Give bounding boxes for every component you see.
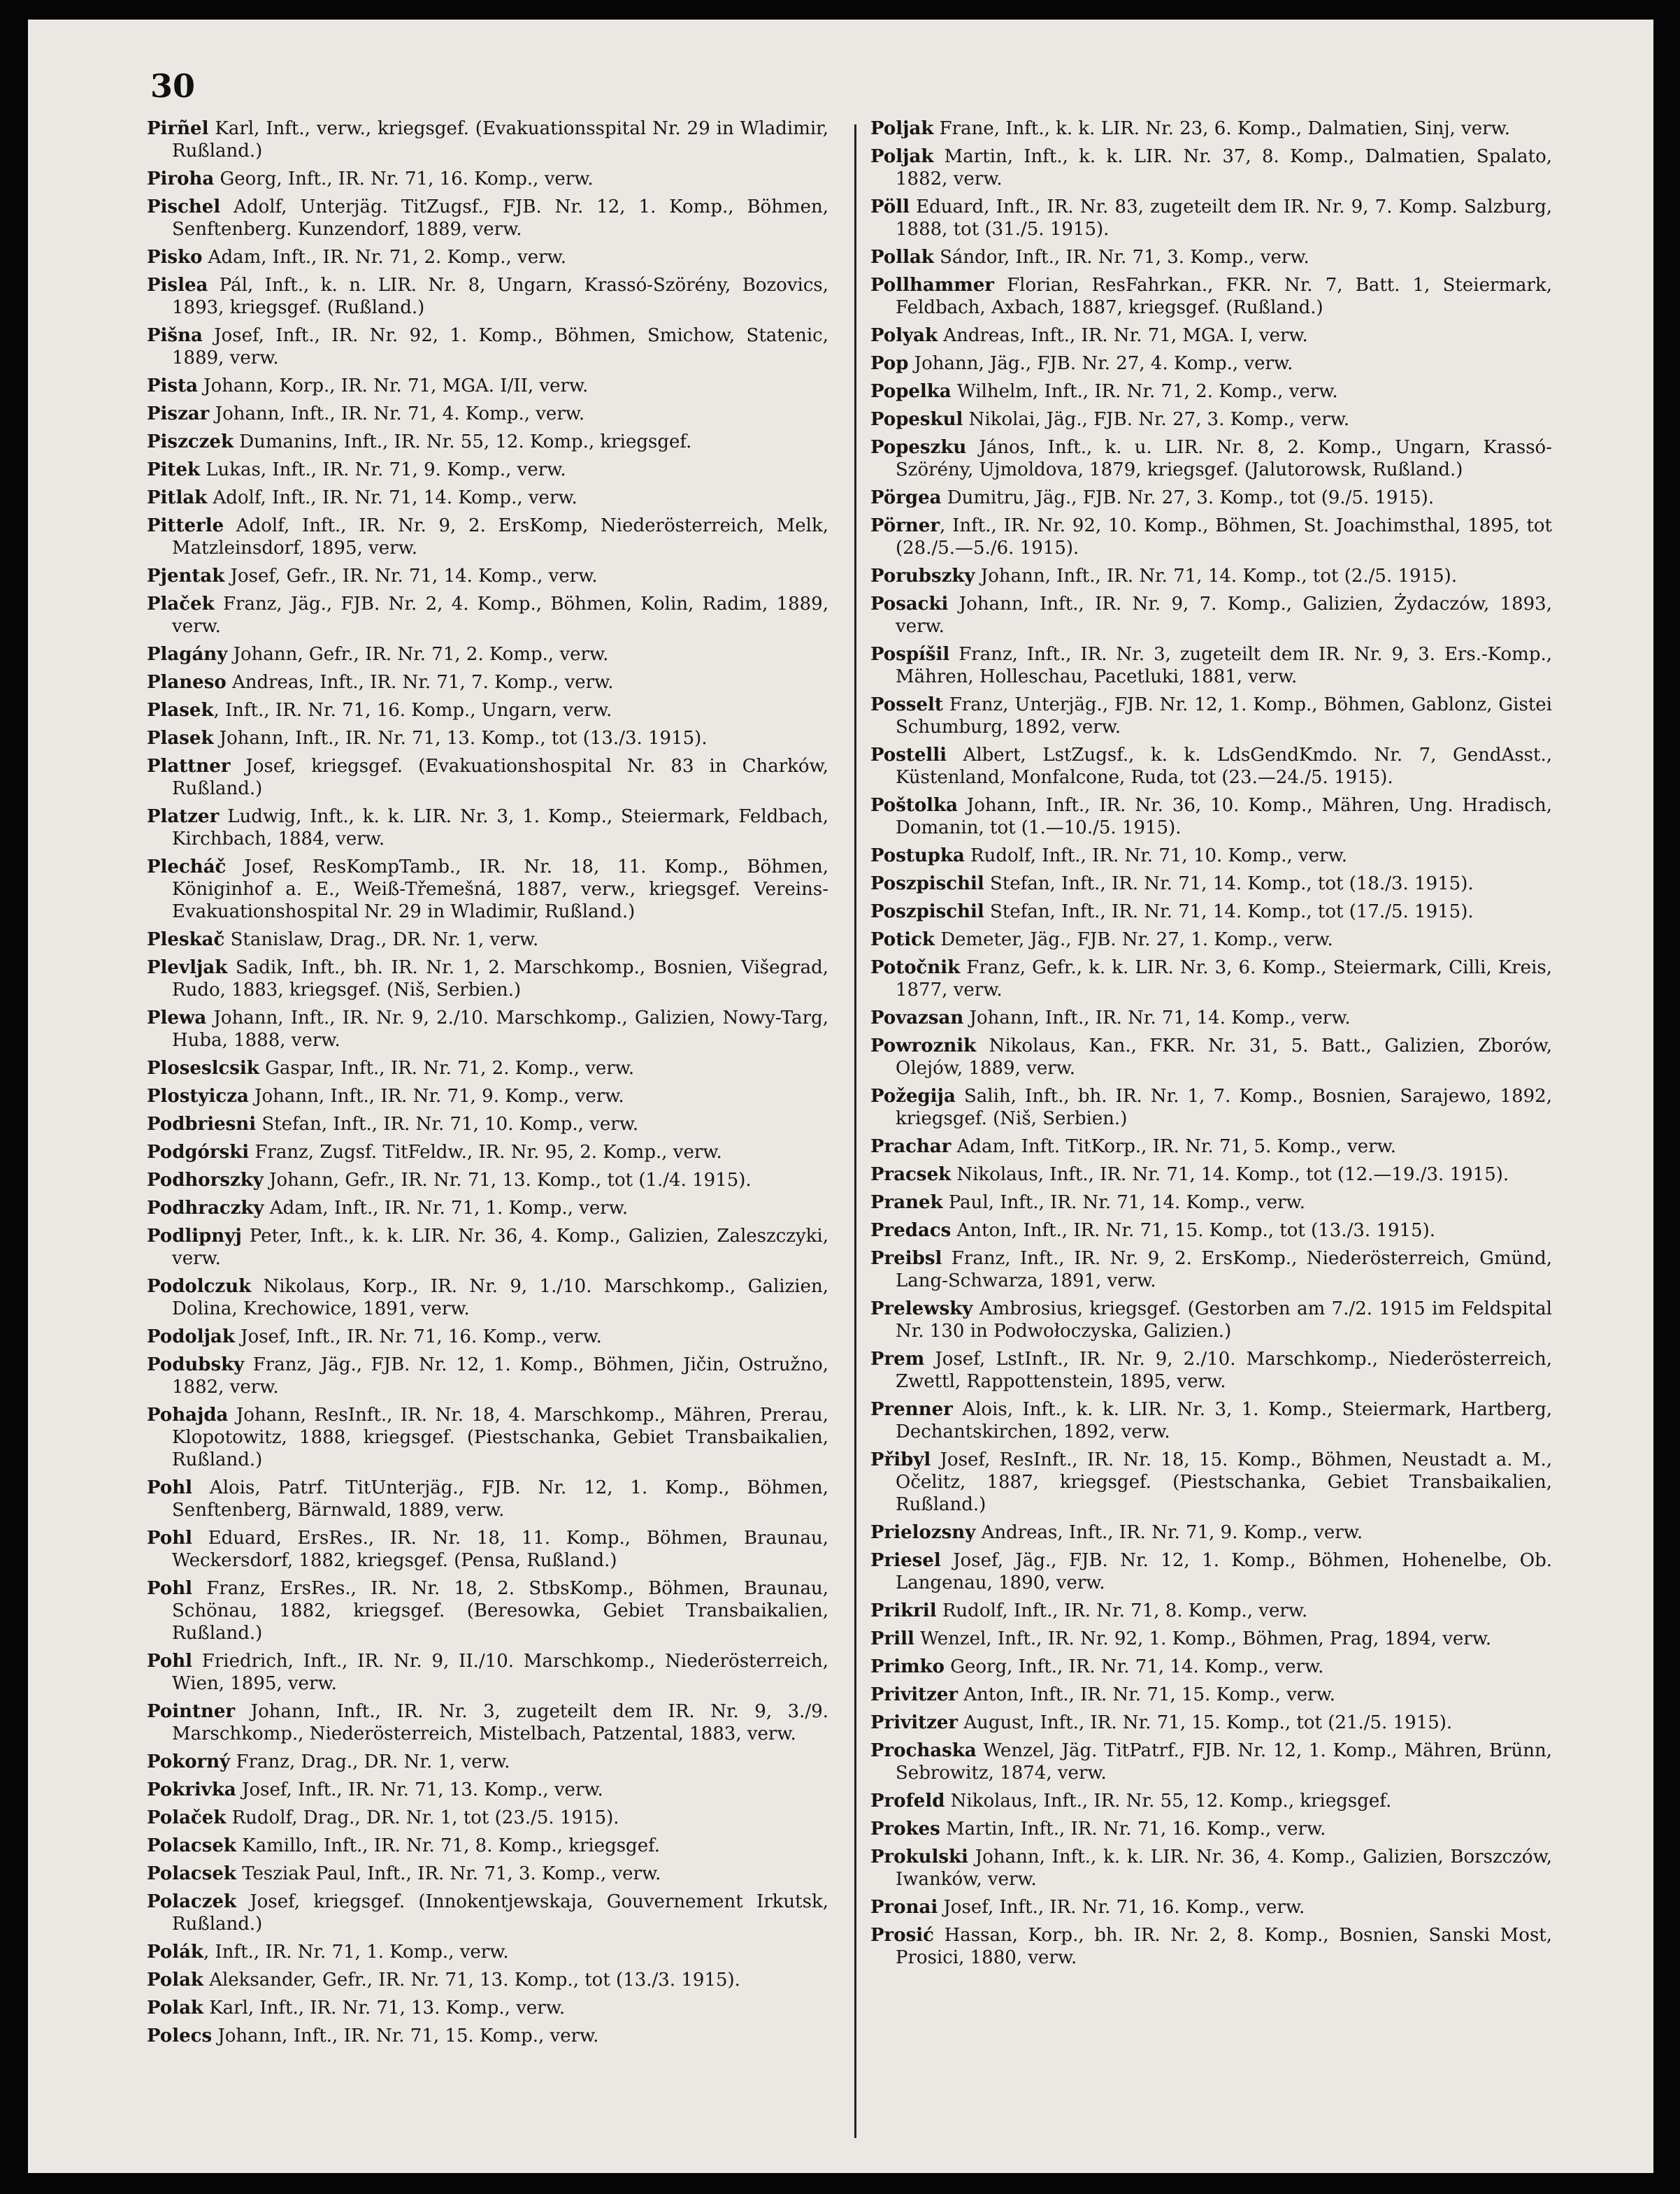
list-item [870, 901, 1552, 923]
entry-details: Josef, kriegsgef. (Evakuationshospital Nr. 83 in Charków, Rußland.) [172, 756, 828, 799]
entry-details: Aleksander, Gefr., IR. Nr. 71, 13. Komp., tot (13./3. 1915). [203, 1970, 740, 1991]
list-item [147, 375, 828, 397]
list-item [147, 1007, 828, 1052]
list-item [870, 1521, 1552, 1544]
entry-surname: Plecháč [147, 856, 227, 877]
entry-details: Adam, Inft., IR. Nr. 71, 2. Komp., verw. [202, 247, 566, 268]
entry-details: Pál, Inft., k. n. LIR. Nr. 8, Ungarn, Krassó-Szörény, Bozovics, 1893, kriegsgef. (Rußland.) [172, 275, 828, 318]
list-item [870, 1818, 1552, 1840]
entry-details: Stefan, Inft., IR. Nr. 71, 14. Komp., tot (18./3. 1915). [984, 873, 1474, 894]
entry-details: August, Inft., IR. Nr. 71, 15. Komp., tot (21./5. 1915). [958, 1712, 1453, 1733]
list-item [147, 1700, 828, 1745]
entry-details: Josef, Gefr., IR. Nr. 71, 14. Komp., verw. [224, 566, 598, 587]
list-item [147, 805, 828, 850]
entry-details: Nikolaus, Kan., FKR. Nr. 31, 5. Batt., Galizien, Zborów, Olejów, 1889, verw. [896, 1035, 1552, 1079]
entry-surname: Podhorszky [147, 1170, 264, 1191]
entry-details: Johann, Inft., k. k. LIR. Nr. 36, 4. Komp., Galizien, Borszczów, Iwanków, verw. [896, 1847, 1552, 1890]
entry-surname: Pischel [147, 196, 221, 217]
list-item [870, 1007, 1552, 1029]
list-item [870, 1135, 1552, 1158]
entry-surname: Podolczuk [147, 1276, 252, 1297]
list-item [147, 565, 828, 587]
list-item [870, 1600, 1552, 1622]
entry-details: Demeter, Jäg., FJB. Nr. 27, 1. Komp., verw. [934, 929, 1333, 950]
list-item [870, 246, 1552, 268]
entry-details: Josef, LstInft., IR. Nr. 9, 2./10. Marschkomp., Niederösterreich, Zwettl, Rappottenstein, 1895, verw. [896, 1349, 1552, 1392]
entry-surname: Potick [870, 929, 935, 950]
entry-details: , Inft., IR. Nr. 92, 10. Komp., Böhmen, St. Joachimsthal, 1895, tot (28./5.—5./6. 1915). [896, 515, 1552, 559]
entry-surname: Priesel [870, 1550, 941, 1571]
entry-surname: Prokes [870, 1819, 940, 1840]
entry-surname: Postupka [870, 845, 965, 866]
entry-surname: Plasek [147, 700, 214, 721]
entry-details: Johann, Inft., IR. Nr. 71, 15. Komp., verw. [212, 2025, 599, 2046]
entry-details: Karl, Inft., IR. Nr. 71, 13. Komp., verw. [203, 1998, 566, 2019]
entry-surname: Primko [870, 1656, 945, 1677]
list-item [147, 1057, 828, 1080]
list-item [147, 459, 828, 481]
entry-details: Rudolf, Inft., IR. Nr. 71, 10. Komp., verw. [964, 845, 1347, 866]
entry-details: Salih, Inft., bh. IR. Nr. 1, 7. Komp., Bosnien, Sarajewo, 1892, kriegsgef. (Niš, Serbien.) [896, 1086, 1552, 1129]
list-item [870, 744, 1552, 789]
entry-surname: Preibsl [870, 1248, 942, 1269]
list-item [870, 873, 1552, 895]
list-item [870, 436, 1552, 481]
entry-details: Josef, Jäg., FJB. Nr. 12, 1. Komp., Böhmen, Hohenelbe, Ob. Langenau, 1890, verw. [896, 1550, 1552, 1593]
list-item [147, 1527, 828, 1572]
entry-details: Johann, Inft., IR. Nr. 71, 9. Komp., verw. [248, 1086, 624, 1107]
list-item [147, 431, 828, 453]
entry-details: Tesziak Paul, Inft., IR. Nr. 71, 3. Komp., verw. [236, 1863, 661, 1884]
entry-surname: Podoljak [147, 1326, 235, 1347]
list-item [147, 196, 828, 241]
entry-details: Johann, Korp., IR. Nr. 71, MGA. I/II, verw. [197, 375, 589, 396]
entry-surname: Plaček [147, 594, 215, 615]
entry-surname: Pollhammer [870, 275, 994, 296]
entry-details: Franz, Zugsf. TitFeldw., IR. Nr. 95, 2. Komp., verw. [249, 1142, 722, 1163]
entry-details: Josef, Inft., IR. Nr. 92, 1. Komp., Böhmen, Smichow, Statenic, 1889, verw. [172, 325, 828, 368]
entry-details: Johann, Inft., IR. Nr. 9, 2./10. Marschkomp., Galizien, Nowy-Targ, Huba, 1888, verw. [172, 1008, 828, 1051]
entry-details: Josef, Inft., IR. Nr. 71, 16. Komp., verw. [234, 1326, 602, 1347]
list-item [870, 1740, 1552, 1784]
entry-surname: Popelka [870, 381, 952, 402]
list-item [147, 1275, 828, 1320]
entry-surname: Poszpischil [870, 901, 984, 922]
list-item [147, 1141, 828, 1163]
entry-surname: Pokrivka [147, 1779, 236, 1800]
entry-details: Franz, Jäg., FJB. Nr. 12, 1. Komp., Böhmen, Jičin, Ostružno, 1882, verw. [172, 1354, 828, 1398]
list-item [870, 1085, 1552, 1130]
entry-surname: Podhraczky [147, 1198, 264, 1219]
entry-details: Hassan, Korp., bh. IR. Nr. 2, 8. Komp., Bosnien, Sanski Most, Prosici, 1880, verw. [896, 1925, 1552, 1968]
list-item [870, 565, 1552, 587]
entry-details: Johann, Inft., IR. Nr. 9, 7. Komp., Galizien, Żydaczów, 1893, verw. [896, 594, 1552, 637]
entry-details: Johann, Inft., IR. Nr. 71, 14. Komp., verw. [963, 1008, 1351, 1028]
entry-surname: Posacki [870, 594, 949, 615]
entry-surname: Polacsek [147, 1863, 236, 1884]
entry-details: Josef, kriegsgef. (Innokentjewskaja, Gouvernement Irkutsk, Rußland.) [172, 1891, 828, 1935]
list-item [147, 274, 828, 319]
entry-surname: Ploseslcsik [147, 1058, 259, 1079]
list-item [147, 699, 828, 722]
list-item [147, 1404, 828, 1471]
entry-details: Georg, Inft., IR. Nr. 71, 16. Komp., verw. [214, 169, 594, 189]
list-item [870, 196, 1552, 241]
entry-details: Karl, Inft., verw., kriegsgef. (Evakuationsspital Nr. 29 in Wladimir, Rußland.) [172, 118, 828, 162]
list-item [147, 1113, 828, 1135]
entry-details: Josef, Inft., IR. Nr. 71, 16. Komp., verw. [938, 1897, 1305, 1918]
list-item [870, 1846, 1552, 1891]
list-item [147, 403, 828, 425]
entry-details: Adam, Inft., IR. Nr. 71, 1. Komp., verw. [264, 1198, 629, 1219]
list-item [870, 380, 1552, 403]
entry-surname: Pisko [147, 247, 203, 268]
list-item [147, 1197, 828, 1219]
entry-surname: Podgórski [147, 1142, 250, 1163]
entry-details: Gaspar, Inft., IR. Nr. 71, 2. Komp., verw. [259, 1058, 635, 1079]
entry-surname: Požegija [870, 1086, 956, 1107]
entry-details: Wenzel, Jäg. TitPatrf., FJB. Nr. 12, 1. Komp., Mähren, Brünn, Sebrowitz, 1874, verw. [896, 1740, 1552, 1784]
entry-surname: Plagány [147, 644, 228, 665]
entry-details: Wenzel, Inft., IR. Nr. 92, 1. Komp., Böhmen, Prag, 1894, verw. [914, 1628, 1492, 1649]
right-column [870, 117, 1552, 2145]
entry-surname: Prielozsny [870, 1522, 976, 1543]
entry-details: Wilhelm, Inft., IR. Nr. 71, 2. Komp., verw. [951, 381, 1338, 402]
entry-details: Alois, Patrf. TitUnterjäg., FJB. Nr. 12, 1. Komp., Böhmen, Senftenberg, Bärnwald, 1889, verw. [172, 1477, 828, 1521]
entry-surname: Pjentak [147, 566, 225, 587]
list-item [870, 1191, 1552, 1214]
entry-surname: Pollak [870, 247, 934, 268]
list-item [147, 1577, 828, 1644]
list-item [147, 593, 828, 638]
entry-surname: Privitzer [870, 1684, 959, 1705]
entry-surname: Prokulski [870, 1847, 968, 1867]
entry-surname: Piszczek [147, 431, 234, 452]
entry-details: Franz, Drag., DR. Nr. 1, verw. [230, 1751, 510, 1772]
list-item [870, 1684, 1552, 1706]
entry-details: Dumitru, Jäg., FJB. Nr. 27, 3. Komp., tot (9./5. 1915). [941, 487, 1435, 508]
list-item [870, 487, 1552, 509]
entry-details: Andreas, Inft., IR. Nr. 71, MGA. I, verw. [938, 325, 1308, 346]
list-item [147, 324, 828, 369]
entry-surname: Prenner [870, 1399, 953, 1420]
list-item [147, 1779, 828, 1801]
entry-surname: Pitterle [147, 515, 224, 536]
entry-surname: Plevljak [147, 957, 228, 978]
entry-surname: Polacsek [147, 1835, 236, 1856]
entry-details: Nikolai, Jäg., FJB. Nr. 27, 3. Komp., verw. [963, 409, 1350, 430]
list-item [147, 1650, 828, 1695]
entry-surname: Polaczek [147, 1891, 237, 1912]
entry-details: Eduard, ErsRes., IR. Nr. 18, 11. Komp., Böhmen, Braunau, Weckersdorf, 1882, kriegsgef. (Pensa, Rußland.) [172, 1528, 828, 1571]
entry-surname: Polaček [147, 1807, 227, 1828]
list-item [147, 1891, 828, 1935]
list-item [870, 324, 1552, 347]
list-item [870, 1656, 1552, 1678]
entry-surname: Pitek [147, 459, 200, 480]
entry-details: Franz, Inft., IR. Nr. 9, 2. ErsKomp., Niederösterreich, Gmünd, Lang-Schwarza, 1891, verw. [896, 1248, 1552, 1291]
list-item [147, 2025, 828, 2047]
entry-details: Nikolaus, Inft., IR. Nr. 71, 14. Komp., tot (12.—19./3. 1915). [951, 1164, 1509, 1185]
entry-details: Johann, ResInft., IR. Nr. 18, 4. Marschkomp., Mähren, Prerau, Klopotowitz, 1888, kriegsgef. (Piestschanka, Gebiet Transbaikalien, Rußland.) [172, 1405, 828, 1470]
list-item [870, 1896, 1552, 1919]
entry-surname: Polak [147, 1970, 203, 1991]
entry-details: Franz, ErsRes., IR. Nr. 18, 2. StbsKomp., Böhmen, Braunau, Schönau, 1882, kriegsgef. (Beresowka, Gebiet Transbaikalien, Rußland.) [172, 1578, 828, 1644]
entry-details: , Inft., IR. Nr. 71, 1. Komp., verw. [203, 1942, 509, 1963]
entry-details: Adolf, Inft., IR. Nr. 9, 2. ErsKomp, Niederösterreich, Melk, Matzleinsdorf, 1895, verw. [172, 515, 828, 559]
entry-surname: Pista [147, 375, 198, 396]
entry-surname: Plewa [147, 1008, 207, 1028]
entry-surname: Porubszky [870, 566, 975, 587]
entry-surname: Prelewsky [870, 1298, 973, 1319]
entry-surname: Pohl [147, 1651, 192, 1672]
entry-surname: Prachar [870, 1136, 952, 1157]
list-item [870, 1924, 1552, 1969]
entry-details: Lukas, Inft., IR. Nr. 71, 9. Komp., verw. [200, 459, 566, 480]
entry-surname: Popeszku [870, 437, 967, 458]
list-item [870, 1549, 1552, 1594]
list-item [147, 856, 828, 923]
list-item [147, 1169, 828, 1191]
entry-details: Ambrosius, kriegsgef. (Gestorben am 7./2. 1915 im Feldspital Nr. 130 in Podwołoczyska, Galizien.) [896, 1298, 1552, 1342]
entry-surname: Prem [870, 1349, 925, 1370]
entry-surname: Plostyicza [147, 1086, 249, 1107]
list-item [147, 671, 828, 694]
entry-surname: Pörgea [870, 487, 942, 508]
entry-surname: Pohl [147, 1477, 192, 1498]
entry-details: Sándor, Inft., IR. Nr. 71, 3. Komp., verw. [933, 247, 1309, 268]
entry-details: Rudolf, Drag., DR. Nr. 1, tot (23./5. 1915). [226, 1807, 619, 1828]
entry-surname: Pokorný [147, 1751, 231, 1772]
page-number: 30 [150, 67, 196, 105]
entry-surname: Přibyl [870, 1449, 931, 1470]
entry-details: Johann, Inft., IR. Nr. 3, zugeteilt dem IR. Nr. 9, 3./9. Marschkomp., Niederösterreich, Mistelbach, Patzental, 1883, verw. [172, 1701, 828, 1744]
entry-details: János, Inft., k. u. LIR. Nr. 8, 2. Komp., Ungarn, Krassó-Szörény, Ujmoldova, 1879, kriegsgef. (Jalutorowsk, Rußland.) [896, 437, 1552, 480]
list-item [870, 1219, 1552, 1242]
entry-details: Johann, Jäg., FJB. Nr. 27, 4. Komp., verw. [908, 353, 1293, 374]
list-item [870, 1163, 1552, 1186]
list-item [147, 643, 828, 666]
entry-details: Adam, Inft. TitKorp., IR. Nr. 71, 5. Komp., verw. [951, 1136, 1397, 1157]
entry-surname: Pop [870, 353, 909, 374]
entry-details: Johann, Inft., IR. Nr. 36, 10. Komp., Mähren, Ung. Hradisch, Domanin, tot (1.—10./5. 1915). [896, 795, 1552, 838]
entry-details: Anton, Inft., IR. Nr. 71, 15. Komp., verw. [958, 1684, 1336, 1705]
entry-surname: Posselt [870, 694, 943, 715]
entry-surname: Pohajda [147, 1405, 229, 1426]
list-item [147, 1085, 828, 1107]
list-item [870, 928, 1552, 951]
entry-details: Josef, ResKompTamb., IR. Nr. 18, 11. Komp., Böhmen, Königinhof a. E., Weiß-Třemešná, 1887, verw., kriegsgef. Vereins-Evakuationshospital Nr. 29 in Wladimir, Rußland.) [172, 856, 828, 922]
list-item [870, 643, 1552, 688]
entry-surname: Piszar [147, 403, 210, 424]
entry-details: Peter, Inft., k. k. LIR. Nr. 36, 4. Komp., Galizien, Zaleszczyki, verw. [172, 1226, 828, 1269]
list-item [147, 117, 828, 162]
entry-surname: Pronai [870, 1897, 938, 1918]
list-item [870, 845, 1552, 867]
list-item [147, 487, 828, 509]
entry-details: Franz, Jäg., FJB. Nr. 2, 4. Komp., Böhmen, Kolin, Radim, 1889, verw. [172, 594, 828, 637]
column-divider [854, 124, 856, 2138]
entry-surname: Postelli [870, 745, 947, 766]
list-item [870, 794, 1552, 839]
entry-details: Adolf, Inft., IR. Nr. 71, 14. Komp., verw. [207, 487, 577, 508]
entry-surname: Polák [147, 1942, 203, 1963]
entry-details: Ludwig, Inft., k. k. LIR. Nr. 3, 1. Komp., Steiermark, Feldbach, Kirchbach, 1884, verw. [172, 806, 828, 849]
entry-details: Friedrich, Inft., IR. Nr. 9, II./10. Marschkomp., Niederösterreich, Wien, 1895, verw. [172, 1651, 828, 1694]
entry-surname: Popeskul [870, 409, 963, 430]
entry-details: Rudolf, Inft., IR. Nr. 71, 8. Komp., verw. [936, 1600, 1308, 1621]
entry-details: Eduard, Inft., IR. Nr. 83, zugeteilt dem IR. Nr. 9, 7. Komp. Salzburg, 1888, tot (31./5. 1915). [896, 196, 1552, 240]
list-item [870, 515, 1552, 559]
entry-surname: Pitlak [147, 487, 208, 508]
list-item [147, 1969, 828, 1991]
left-column [147, 117, 828, 2145]
entry-surname: Privitzer [870, 1712, 959, 1733]
list-item [870, 1628, 1552, 1650]
entry-surname: Poszpischil [870, 873, 984, 894]
entry-details: Florian, ResFahrkan., FKR. Nr. 7, Batt. 1, Steiermark, Feldbach, Axbach, 1887, kriegsgef. (Rußland.) [896, 275, 1552, 318]
list-item [870, 352, 1552, 375]
list-item [870, 1247, 1552, 1292]
list-item [870, 593, 1552, 638]
entry-surname: Pointner [147, 1701, 236, 1722]
entry-details: Andreas, Inft., IR. Nr. 71, 9. Komp., verw. [975, 1522, 1363, 1543]
entry-details: Josef, Inft., IR. Nr. 71, 13. Komp., verw. [236, 1779, 603, 1800]
list-item [147, 515, 828, 559]
entry-details: Johann, Inft., IR. Nr. 71, 14. Komp., tot (2./5. 1915). [975, 566, 1458, 587]
list-item [870, 694, 1552, 738]
entry-details: Adolf, Unterjäg. TitZugsf., FJB. Nr. 12, 1. Komp., Böhmen, Senftenberg. Kunzendorf, 1889, verw. [172, 196, 828, 240]
entry-details: Johann, Gefr., IR. Nr. 71, 2. Komp., verw. [227, 644, 609, 665]
entry-surname: Polak [147, 1998, 203, 2019]
entry-details: Frane, Inft., k. k. LIR. Nr. 23, 6. Komp., Dalmatien, Sinj, verw. [933, 118, 1510, 139]
entry-surname: Prosić [870, 1925, 934, 1946]
list-item [147, 1863, 828, 1885]
list-item [147, 246, 828, 268]
list-item [147, 1751, 828, 1773]
list-item [870, 1449, 1552, 1516]
entry-surname: Platzer [147, 806, 220, 827]
entry-details: Georg, Inft., IR. Nr. 71, 14. Komp., verw. [945, 1656, 1324, 1677]
entry-details: , Inft., IR. Nr. 71, 16. Komp., Ungarn, verw. [213, 700, 612, 721]
entry-details: Paul, Inft., IR. Nr. 71, 14. Komp., verw. [942, 1192, 1305, 1213]
entry-surname: Pörner [870, 515, 940, 536]
entry-surname: Pöll [870, 196, 910, 217]
entry-details: Anton, Inft., IR. Nr. 71, 15. Komp., tot (13./3. 1915). [951, 1220, 1435, 1241]
list-item [870, 1348, 1552, 1393]
entry-details: Stefan, Inft., IR. Nr. 71, 14. Komp., tot (17./5. 1915). [984, 901, 1474, 922]
entry-details: Kamillo, Inft., IR. Nr. 71, 8. Komp., kriegsgef. [236, 1835, 661, 1856]
entry-surname: Planeso [147, 672, 227, 693]
entry-surname: Poštolka [870, 795, 958, 816]
list-item [147, 1941, 828, 1963]
entry-surname: Prikril [870, 1600, 937, 1621]
document-page [28, 20, 1653, 2173]
entry-surname: Poljak [870, 118, 934, 139]
list-item [870, 145, 1552, 190]
list-item [147, 956, 828, 1001]
entry-surname: Plasek [147, 728, 214, 749]
entry-surname: Predacs [870, 1220, 952, 1241]
entry-details: Nikolaus, Inft., IR. Nr. 55, 12. Komp., kriegsgef. [945, 1791, 1392, 1812]
entry-surname: Profeld [870, 1791, 945, 1812]
list-item [147, 168, 828, 190]
entry-details: Sadik, Inft., bh. IR. Nr. 1, 2. Marschkomp., Bosnien, Višegrad, Rudo, 1883, kriegsgef. (Niš, Serbien.) [172, 957, 828, 1001]
entry-surname: Potočnik [870, 957, 961, 978]
entry-surname: Plattner [147, 756, 231, 777]
entry-surname: Polyak [870, 325, 938, 346]
list-item [870, 1035, 1552, 1080]
entry-surname: Podlipnyj [147, 1226, 242, 1247]
list-item [147, 1997, 828, 2019]
entry-details: Martin, Inft., k. k. LIR. Nr. 37, 8. Komp., Dalmatien, Spalato, 1882, verw. [896, 146, 1552, 189]
list-item [147, 1807, 828, 1829]
entry-details: Johann, Gefr., IR. Nr. 71, 13. Komp., tot (1./4. 1915). [263, 1170, 752, 1191]
entry-surname: Pohl [147, 1528, 192, 1549]
entry-details: Alois, Inft., k. k. LIR. Nr. 3, 1. Komp., Steiermark, Hartberg, Dechantskirchen, 1892, verw. [896, 1399, 1552, 1442]
entry-surname: Polecs [147, 2025, 213, 2046]
entry-surname: Poljak [870, 146, 934, 167]
entry-details: Franz, Gefr., k. k. LIR. Nr. 3, 6. Komp., Steiermark, Cilli, Kreis, 1877, verw. [896, 957, 1552, 1001]
entry-surname: Pleskač [147, 929, 225, 950]
list-item [147, 928, 828, 951]
list-item [870, 408, 1552, 431]
list-item [870, 1712, 1552, 1734]
entry-surname: Povazsan [870, 1008, 964, 1028]
entry-details: Andreas, Inft., IR. Nr. 71, 7. Komp., verw. [226, 672, 614, 693]
entry-details: Stefan, Inft., IR. Nr. 71, 10. Komp., verw. [256, 1114, 639, 1135]
list-item [870, 117, 1552, 140]
list-item [870, 956, 1552, 1001]
entry-surname: Piroha [147, 169, 215, 189]
entry-surname: Pohl [147, 1578, 192, 1599]
entry-details: Albert, LstZugsf., k. k. LdsGendKmdo. Nr. 7, GendAsst., Küstenland, Monfalcone, Ruda, tot (23.—24./5. 1915). [896, 745, 1552, 788]
list-item [147, 1354, 828, 1398]
list-item [870, 274, 1552, 319]
list-item [147, 1326, 828, 1348]
list-item [870, 1298, 1552, 1342]
entry-surname: Pirñel [147, 118, 209, 139]
list-item [147, 755, 828, 800]
entry-surname: Prochaska [870, 1740, 977, 1761]
entry-details: Franz, Inft., IR. Nr. 3, zugeteilt dem IR. Nr. 9, 3. Ers.-Komp., Mähren, Holleschau, Pacetluki, 1881, verw. [896, 644, 1552, 687]
entry-details: Stanislaw, Drag., DR. Nr. 1, verw. [224, 929, 539, 950]
entry-details: Franz, Unterjäg., FJB. Nr. 12, 1. Komp., Böhmen, Gablonz, Gistei Schumburg, 1892, verw. [896, 694, 1552, 738]
entry-surname: Podubsky [147, 1354, 245, 1375]
entry-surname: Podbriesni [147, 1114, 257, 1135]
entry-surname: Pospíšil [870, 644, 950, 665]
entry-surname: Pracsek [870, 1164, 952, 1185]
entry-details: Nikolaus, Korp., IR. Nr. 9, 1./10. Marschkomp., Galizien, Dolina, Krechowice, 1891, verw. [172, 1276, 828, 1319]
list-item [147, 1477, 828, 1521]
entry-details: Martin, Inft., IR. Nr. 71, 16. Komp., verw. [940, 1819, 1326, 1840]
entry-surname: Pranek [870, 1192, 943, 1213]
entry-details: Johann, Inft., IR. Nr. 71, 4. Komp., verw. [209, 403, 585, 424]
entry-details: Dumanins, Inft., IR. Nr. 55, 12. Komp., kriegsgef. [233, 431, 692, 452]
entry-surname: Prill [870, 1628, 914, 1649]
entry-surname: Powroznik [870, 1035, 977, 1056]
list-item [147, 1225, 828, 1270]
list-item [147, 1835, 828, 1857]
entry-details: Johann, Inft., IR. Nr. 71, 13. Komp., tot (13./3. 1915). [213, 728, 708, 749]
entry-details: Josef, ResInft., IR. Nr. 18, 15. Komp., Böhmen, Neustadt a. M., Očelitz, 1887, kriegsgef. (Piestschanka, Gebiet Transbaikalien, Rußland.) [896, 1449, 1552, 1515]
list-item [870, 1790, 1552, 1812]
list-item [870, 1398, 1552, 1443]
list-item [147, 727, 828, 750]
entry-surname: Pislea [147, 275, 208, 296]
entry-surname: Pišna [147, 325, 203, 346]
